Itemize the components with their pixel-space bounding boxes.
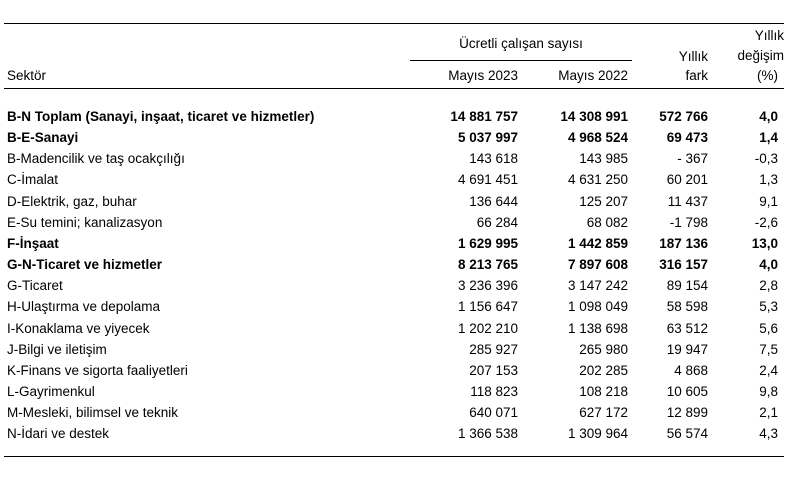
row-may-2022: 265 980 [579,341,628,357]
row-sector-label: B-N Toplam (Sanayi, inşaat, ticaret ve hizmetler) [7,109,315,124]
row-annual-diff: 19 947 [666,341,708,357]
row-annual-diff: 12 899 [666,405,708,421]
row-may-2022: 108 218 [579,383,628,399]
row-may-2022: 125 207 [579,193,628,209]
row-annual-diff: 58 598 [666,299,708,315]
row-may-2022: 202 285 [579,362,628,378]
row-annual-diff: 89 154 [666,278,708,294]
row-sector-label: L-Gayrimenkul [7,383,95,399]
table-row [0,340,804,361]
row-may-2023: 143 618 [469,151,518,167]
header-annual-change-line3: (%) [757,68,778,83]
row-sector-label: G-N-Ticaret ve hizmetler [7,257,163,273]
row-sector-label: K-Finans ve sigorta faaliyetleri [7,362,188,378]
row-annual-change: 9,8 [759,383,778,399]
row-sector-label: F-İnşaat [7,235,59,251]
table-row [0,192,804,213]
row-annual-change: 5,3 [759,299,778,315]
row-may-2022: 627 172 [579,405,628,421]
header-may-2023: Mayıs 2023 [448,68,518,83]
row-annual-diff: 316 157 [659,257,708,273]
row-may-2023: 1 629 995 [457,235,518,251]
row-annual-diff: 572 766 [659,109,708,124]
row-may-2023: 5 037 997 [457,130,518,146]
header-annual-diff-line1: Yıllık [678,49,708,64]
row-sector-label: N-İdari ve destek [7,426,110,442]
row-sector-label: M-Mesleki, bilimsel ve teknik [7,405,179,421]
row-may-2022: 1 309 964 [567,426,628,442]
row-annual-change: -0,3 [754,151,778,167]
row-may-2023: 285 927 [469,341,518,357]
row-may-2022: 4 631 250 [567,172,628,188]
table-row [0,213,804,234]
table-row [0,107,804,128]
row-annual-change: 4,0 [759,109,778,124]
row-may-2023: 1 366 538 [457,426,518,442]
row-may-2023: 4 691 451 [457,172,518,188]
header-sector: Sektör [7,68,47,83]
row-may-2023: 118 823 [470,383,518,399]
row-annual-diff: 10 605 [666,383,708,399]
row-may-2022: 4 968 524 [567,130,628,146]
row-may-2023: 3 236 396 [457,278,518,294]
row-sector-label: C-İmalat [7,172,59,188]
table-row [0,403,804,424]
row-annual-diff: 11 437 [667,193,708,209]
row-may-2023: 136 644 [469,193,518,209]
row-sector-label: B-Madencilik ve taş ocakçılığı [7,151,185,167]
table-row [0,255,804,276]
row-sector-label: J-Bilgi ve iletişim [7,341,107,357]
row-annual-diff: - 367 [677,151,708,167]
row-annual-diff: -1 798 [669,214,708,230]
row-sector-label: H-Ulaştırma ve depolama [7,299,161,315]
row-sector-label: B-E-Sanayi [7,130,79,146]
row-may-2023: 640 071 [469,405,518,421]
table-row [0,382,804,403]
table-row [0,297,804,318]
row-may-2023: 1 156 647 [457,299,518,315]
row-may-2022: 14 308 991 [560,109,628,124]
row-annual-change: 13,0 [751,235,778,251]
row-annual-change: 2,1 [759,405,778,421]
row-may-2022: 1 138 698 [567,320,628,336]
table-bottom-rule [4,456,784,457]
row-annual-diff: 69 473 [666,130,708,146]
row-may-2022: 7 897 608 [567,257,628,273]
table-row [0,361,804,382]
table-row [0,170,804,191]
row-annual-change: 1,4 [759,130,778,146]
header-bottom-rule [4,88,784,89]
row-annual-change: 9,1 [759,193,778,209]
header-annual-diff-line2: fark [685,68,708,83]
table-row [0,319,804,340]
row-may-2022: 143 985 [579,151,628,167]
row-annual-change: 4,0 [759,257,778,273]
row-sector-label: E-Su temini; kanalizasyon [7,214,163,230]
header-annual-change-line2: değişim [737,48,784,63]
header-annual-change-line1: Yıllık [754,28,784,43]
row-may-2022: 1 442 859 [567,235,628,251]
row-may-2023: 1 202 210 [457,320,518,336]
row-annual-change: 1,3 [759,172,778,188]
row-annual-diff: 56 574 [666,426,708,442]
row-annual-diff: 4 868 [674,362,708,378]
row-sector-label: I-Konaklama ve yiyecek [7,320,150,336]
row-may-2023: 66 284 [476,214,518,230]
table-top-rule [4,23,784,24]
row-annual-change: 2,8 [759,278,778,294]
row-annual-change: 2,4 [759,362,778,378]
row-may-2023: 8 213 765 [457,257,518,273]
row-annual-change: -2,6 [754,214,778,230]
table-row [0,276,804,297]
header-group-underline [410,60,632,61]
row-annual-diff: 187 136 [659,235,708,251]
row-sector-label: D-Elektrik, gaz, buhar [7,193,137,209]
row-annual-diff: 63 512 [666,320,708,336]
header-may-2022: Mayıs 2022 [558,68,628,83]
row-annual-change: 4,3 [759,426,778,442]
row-may-2023: 207 153 [469,362,518,378]
header-group: Ücretli çalışan sayısı [459,36,583,51]
row-may-2022: 1 098 049 [567,299,628,315]
table-row [0,234,804,255]
row-may-2022: 3 147 242 [567,278,628,294]
table-row [0,424,804,445]
row-may-2023: 14 881 757 [450,109,518,124]
row-annual-change: 7,5 [759,341,778,357]
table-row [0,128,804,149]
row-annual-change: 5,6 [759,320,778,336]
row-may-2022: 68 082 [586,214,628,230]
row-sector-label: G-Ticaret [7,278,63,294]
row-annual-diff: 60 201 [666,172,708,188]
table-row [0,149,804,170]
